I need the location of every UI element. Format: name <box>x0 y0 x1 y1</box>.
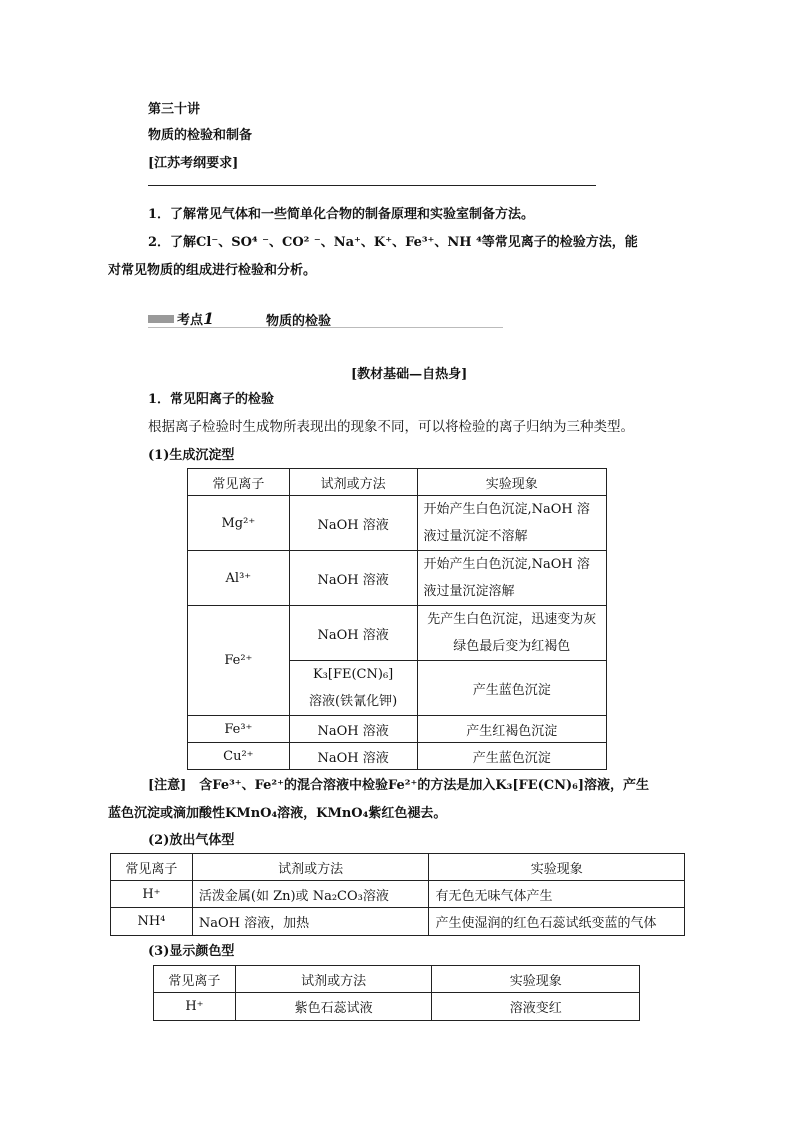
type1-heading: (1)生成沉淀型 <box>148 448 235 463</box>
reagent-cell: NaOH 溶液 <box>289 551 417 606</box>
table-row <box>154 993 640 1021</box>
ion-cell: Mg²⁺ <box>188 496 290 551</box>
table-row <box>111 908 685 936</box>
lecture-title: 物质的检验和制备 <box>148 128 253 143</box>
ion-cell: Al³⁺ <box>188 551 290 606</box>
phenomenon-cell: 溶液变红 <box>432 993 640 1021</box>
table3-header-phenomenon: 实验现象 <box>432 966 640 993</box>
ion-cell: H⁺ <box>111 881 193 908</box>
table1-header-reagent: 试剂或方法 <box>289 469 417 496</box>
table2-header-phenomenon: 实验现象 <box>429 854 685 881</box>
requirement-item-2: 2．了解Cl⁻、SO⁴ ⁻、CO² ⁻、Na⁺、K⁺、Fe³⁺、NH ⁴等常见离子的检验方法，能 <box>148 235 638 250</box>
kaodian-marker <box>148 315 174 323</box>
header-divider <box>148 185 596 186</box>
requirement-item-1: 1．了解常见气体和一些简单化合物的制备原理和实验室制备方法。 <box>148 207 535 222</box>
ion-cell: H⁺ <box>154 993 236 1021</box>
phenomenon-cell: 产生蓝色沉淀 <box>417 661 607 716</box>
table2-header-ion: 常见离子 <box>111 854 193 881</box>
note-line-2: 蓝色沉淀或滴加酸性KMnO₄溶液，KMnO₄紫红色褪去。 <box>108 806 447 821</box>
table-row <box>188 496 607 551</box>
table3-header-reagent: 试剂或方法 <box>235 966 432 993</box>
lecture-number: 第三十讲 <box>148 102 201 117</box>
type3-heading: (3)显示颜色型 <box>148 944 235 959</box>
table1-header-ion: 常见离子 <box>188 469 290 496</box>
section-title: [教材基础—自热身] <box>351 367 468 382</box>
phenomenon-cell: 产生蓝色沉淀 <box>417 743 607 770</box>
requirement-heading: [江苏考纲要求] <box>148 156 239 171</box>
reagent-cell: NaOH 溶液 <box>289 496 417 551</box>
requirement-item-2-cont: 对常见物质的组成进行检验和分析。 <box>108 263 317 278</box>
ion-cell: Cu²⁺ <box>188 743 290 770</box>
reagent-cell: 紫色石蕊试液 <box>235 993 432 1021</box>
phenomenon-cell: 有无色无味气体产生 <box>429 881 685 908</box>
cation-intro: 根据离子检验时生成物所表现出的现象不同，可以将检验的离子归纳为三种类型。 <box>148 419 634 435</box>
phenomenon-cell: 先产生白色沉淀，迅速变为灰 绿色最后变为红褐色 <box>417 606 607 661</box>
ion-cell: Fe²⁺ <box>188 606 290 716</box>
table-row <box>188 551 607 606</box>
reagent-cell: NaOH 溶液 <box>289 743 417 770</box>
reagent-cell: 活泼金属(如 Zn)或 Na₂CO₃溶液 <box>192 881 429 908</box>
table1-header-phenomenon: 实验现象 <box>417 469 607 496</box>
phenomenon-cell: 产生使湿润的红色石蕊试纸变蓝的气体 <box>429 908 685 936</box>
table2-header-reagent: 试剂或方法 <box>192 854 429 881</box>
reagent-cell: NaOH 溶液 <box>289 716 417 743</box>
phenomenon-cell: 开始产生白色沉淀,NaOH 溶 液过量沉淀溶解 <box>417 551 607 606</box>
table-row <box>188 716 607 743</box>
type2-heading: (2)放出气体型 <box>148 833 235 848</box>
ion-cell: Fe³⁺ <box>188 716 290 743</box>
table-row <box>188 743 607 770</box>
reagent-cell: NaOH 溶液 <box>289 606 417 661</box>
table-row <box>111 881 685 908</box>
phenomenon-cell: 开始产生白色沉淀,NaOH 溶 液过量沉淀不溶解 <box>417 496 607 551</box>
reagent-cell: NaOH 溶液，加热 <box>192 908 429 936</box>
ion-cell: NH⁴ <box>111 908 193 936</box>
note-line-1: [注意] 含Fe³⁺、Fe²⁺的混合溶液中检验Fe²⁺的方法是加入K₃[FE(CN)₆]溶液，产生 <box>148 778 649 793</box>
reagent-cell: K₃[FE(CN)₆] 溶液(铁氰化钾) <box>289 661 417 716</box>
phenomenon-cell: 产生红褐色沉淀 <box>417 716 607 743</box>
table-row <box>188 606 607 661</box>
gas-table <box>110 853 685 936</box>
table3-header-ion: 常见离子 <box>154 966 236 993</box>
kaodian-title: 物质的检验 <box>266 314 332 329</box>
kaodian-label: 考点1 <box>177 309 215 328</box>
color-table <box>153 965 640 1021</box>
precipitate-table <box>187 468 607 770</box>
cation-heading: 1．常见阳离子的检验 <box>148 392 275 407</box>
kaodian-divider <box>148 327 503 328</box>
